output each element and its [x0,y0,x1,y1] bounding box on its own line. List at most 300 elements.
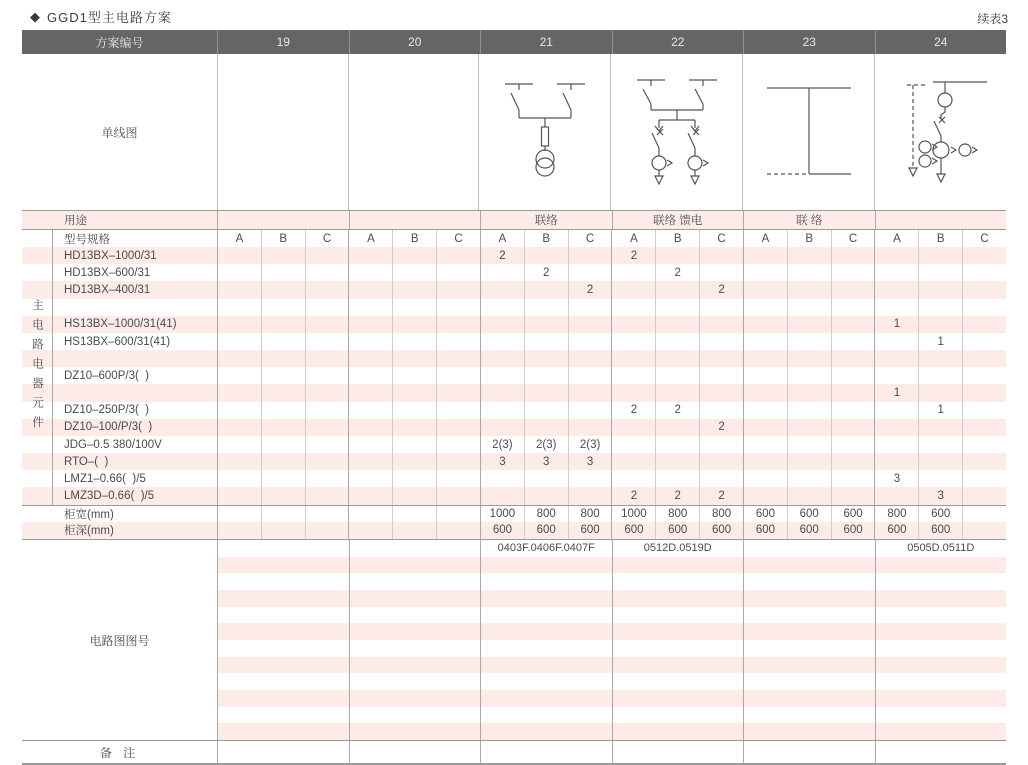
spec-cell-23-C [831,367,875,384]
spec-cell-23-B [787,333,831,350]
figure-stripe [876,690,1007,707]
figure-stripe [876,590,1007,607]
spine-label: 主电路电器元件 [31,299,43,436]
figure-stripe [613,657,744,674]
spec-cell-19-A [217,419,261,436]
spec-cell-19-A [217,522,261,539]
figure-stripe [744,640,875,657]
spec-row-8 [22,367,1006,384]
remark-cell-21 [480,741,612,763]
spec-cell-22-A: 1000 [611,506,655,522]
spec-cell-19-B: B [261,230,305,247]
spec-cell-23-B: B [787,230,831,247]
spec-cell-22-A [611,299,655,316]
spec-cell-24-C [962,487,1006,504]
spec-cell-21-B [524,384,568,401]
spec-cell-23-C [831,316,875,333]
spec-cell-22-A: 2 [611,247,655,264]
spec-cell-19-B [261,247,305,264]
spec-cell-22-B [655,316,699,333]
spec-row-label: 型号规格 [64,233,110,246]
spec-cell-22-A: 600 [611,522,655,539]
spec-cell-20-A [348,247,392,264]
header-col-19: 19 [217,30,349,54]
spec-row-2 [22,264,1006,281]
spec-cell-23-C [831,333,875,350]
spec-cell-19-C [305,522,349,539]
spec-row-label: RTO–( ) [64,455,109,468]
figure-stripe [481,557,612,574]
spec-cell-24-C [962,247,1006,264]
spec-cell-20-A [348,470,392,487]
spec-cell-22-A [611,419,655,436]
spec-cell-23-C [831,384,875,401]
spec-cell-20-B [392,299,436,316]
spec-cell-24-B: 1 [918,333,962,350]
spec-cell-23-B [787,436,831,453]
figure-stripe [744,723,875,740]
spec-row-13 [22,453,1006,470]
spec-cell-19-A [217,436,261,453]
figure-stripe [350,690,481,707]
usage-21: 联络 [480,211,612,229]
spec-cell-23-B [787,487,831,504]
spec-cell-23-C [831,487,875,504]
figure-number-section [22,539,1006,740]
spec-cell-24-A [874,281,918,298]
spec-cell-22-A [611,436,655,453]
spec-cell-19-A [217,453,261,470]
figure-stripe [481,673,612,690]
spec-cell-19-C: C [305,230,349,247]
spec-cell-21-B [524,247,568,264]
spec-cell-20-C [436,333,480,350]
spec-cell-22-A [611,384,655,401]
spec-cell-21-B [524,316,568,333]
spec-cell-24-B: 600 [918,522,962,539]
spec-cell-24-B [918,419,962,436]
spec-cell-22-B [655,470,699,487]
figure-stripe [744,707,875,724]
spec-row-14 [22,470,1006,487]
spec-cell-21-A [480,384,524,401]
spec-cell-23-B [787,281,831,298]
spec-cell-24-A [874,419,918,436]
spec-cell-19-C [305,436,349,453]
spec-cell-22-B [655,436,699,453]
spec-cell-22-A [611,333,655,350]
spec-cell-19-B [261,453,305,470]
spec-cell-24-B [918,436,962,453]
spec-row-17 [22,522,1006,539]
spec-row-0 [22,230,1006,247]
spec-cell-22-C [699,333,743,350]
spec-cell-22-A [611,264,655,281]
spec-cell-20-B [392,506,436,522]
spec-cell-21-A: 2 [480,247,524,264]
spec-row-label: LMZ3D–0.66( )/5 [64,490,155,503]
spec-cell-20-B [392,470,436,487]
spec-cell-22-A [611,470,655,487]
figure-stripe [218,723,349,740]
spec-cell-20-A [348,522,392,539]
spec-cell-23-A [743,350,787,367]
spec-cell-21-B [524,367,568,384]
spec-cell-20-A: A [348,230,392,247]
spec-cell-24-C [962,316,1006,333]
spec-cell-19-C [305,453,349,470]
spec-cell-19-A [217,299,261,316]
spec-cell-22-B: 800 [655,506,699,522]
spec-cell-24-B [918,247,962,264]
figure-stripe [481,573,612,590]
spec-row-label: JDG–0.5 380/100V [64,438,162,451]
spec-cell-19-B [261,299,305,316]
spec-cell-24-A [874,299,918,316]
spec-cell-21-A [480,402,524,419]
spec-cell-21-C: 2(3) [568,436,612,453]
spec-cell-23-A [743,281,787,298]
spec-cell-20-A [348,419,392,436]
spec-cell-21-C: 600 [568,522,612,539]
spec-cell-20-C [436,436,480,453]
spec-cell-19-C [305,281,349,298]
spec-cell-21-A: 600 [480,522,524,539]
spec-cell-22-B [655,281,699,298]
spec-cell-24-B [918,299,962,316]
spec-cell-19-C [305,402,349,419]
figure-stripe [218,607,349,624]
single-line-diagram-24-icon [875,54,1006,210]
spec-cell-24-C [962,350,1006,367]
spec-cell-21-A [480,367,524,384]
figure-stripe [350,573,481,590]
figure-stripe [744,657,875,674]
spec-cell-19-A [217,247,261,264]
spec-cell-22-C [699,316,743,333]
figure-col-24 [875,540,1007,740]
spec-cell-19-A [217,367,261,384]
figure-stripe [613,573,744,590]
spec-cell-20-B [392,316,436,333]
spec-cell-20-B [392,367,436,384]
spec-cell-24-C [962,264,1006,281]
figure-number-24: 0505D.0511D [876,540,1007,557]
spec-cell-24-A: 3 [874,470,918,487]
spec-cell-19-C [305,299,349,316]
spec-cell-21-A [480,350,524,367]
remark-cell-24 [875,741,1007,763]
single-line-diagram-23-icon [743,54,874,210]
spec-cell-21-B [524,299,568,316]
spec-cell-23-B [787,350,831,367]
spec-cell-20-A [348,453,392,470]
figure-stripe [481,640,612,657]
header-col-21: 21 [480,30,612,54]
spec-row-5 [22,316,1006,333]
spec-cell-20-C [436,470,480,487]
scheme-table [22,30,1006,765]
spec-row-1 [22,247,1006,264]
spec-cell-24-B: 3 [918,487,962,504]
main-circuit-components-spine [22,230,53,505]
spec-cell-21-B: 800 [524,506,568,522]
spec-cell-21-B: 3 [524,453,568,470]
spec-cell-22-B [655,350,699,367]
spec-cell-19-C [305,487,349,504]
spec-cell-22-C [699,436,743,453]
figure-stripe [350,723,481,740]
spec-cell-23-A [743,487,787,504]
spec-cell-19-A [217,470,261,487]
figure-stripe [481,707,612,724]
spec-cell-22-C: 2 [699,281,743,298]
figure-stripe [744,673,875,690]
spec-cell-22-C [699,350,743,367]
figure-stripe [218,707,349,724]
spec-cell-21-C [568,316,612,333]
spec-cell-19-B [261,333,305,350]
spec-cell-23-C [831,247,875,264]
spec-cell-22-B: 600 [655,522,699,539]
spec-cell-20-C [436,350,480,367]
figure-stripe [481,590,612,607]
spec-cell-24-C [962,299,1006,316]
spec-cell-23-A [743,436,787,453]
spec-cell-19-A: A [217,230,261,247]
diagram-cell-19 [217,54,348,210]
figure-stripe [613,557,744,574]
spec-row-3 [22,281,1006,298]
figure-stripe [744,690,875,707]
spec-cell-24-A [874,453,918,470]
spec-cell-21-C [568,487,612,504]
spec-cell-22-A [611,453,655,470]
spec-cell-20-A [348,436,392,453]
spec-cell-21-B [524,402,568,419]
spec-cell-19-C [305,367,349,384]
spec-cell-24-B [918,384,962,401]
spec-cell-21-C [568,367,612,384]
spec-row-10 [22,402,1006,419]
spec-cell-22-C: 2 [699,419,743,436]
diamond-icon: ◆ [30,8,41,24]
diagram-cell-22 [610,54,742,210]
spec-cell-19-A [217,350,261,367]
spec-cell-19-C [305,506,349,522]
spec-cell-24-B [918,350,962,367]
spec-row-label: HD13BX–600/31 [64,266,151,279]
spec-cell-24-A [874,367,918,384]
figure-stripe [481,657,612,674]
spec-cell-21-C [568,384,612,401]
spec-cell-21-A: A [480,230,524,247]
spec-cell-19-C [305,350,349,367]
spec-cell-22-B [655,384,699,401]
spec-row-7 [22,350,1006,367]
figure-stripe [350,707,481,724]
spec-cell-19-C [305,419,349,436]
spec-row-label: LMZ1–0.66( )/5 [64,472,146,485]
spec-cell-20-C: C [436,230,480,247]
spec-cell-21-A [480,470,524,487]
spec-cell-24-C [962,470,1006,487]
spec-row-15 [22,487,1006,504]
spec-cell-24-C [962,453,1006,470]
spec-cell-20-C [436,384,480,401]
figure-number-19 [218,540,349,557]
table-header-row [22,30,1006,54]
figure-stripe [481,690,612,707]
spec-cell-22-B: 2 [655,264,699,281]
spec-cell-23-A: 600 [743,522,787,539]
spec-cell-20-B: B [392,230,436,247]
spec-cell-22-B [655,299,699,316]
page-title [30,7,172,26]
spec-section [22,230,1006,539]
spec-cell-20-A [348,316,392,333]
spec-cell-23-C [831,264,875,281]
spec-cell-23-B [787,367,831,384]
figure-stripe [876,623,1007,640]
spec-cell-20-B [392,247,436,264]
spec-cell-23-A: 600 [743,506,787,522]
spec-row-label: 柜深(mm) [64,525,114,538]
figure-col-21 [480,540,612,740]
figure-stripe [218,673,349,690]
spec-cell-20-A [348,402,392,419]
spec-cell-21-C [568,264,612,281]
spec-cell-22-C [699,470,743,487]
spec-cell-23-B [787,264,831,281]
usage-23: 联 络 [743,211,875,229]
spec-cell-24-A [874,264,918,281]
spec-row-label: HS13BX–600/31(41) [64,335,171,348]
spec-cell-24-B: 600 [918,506,962,522]
spec-cell-22-A [611,350,655,367]
spec-cell-23-A [743,299,787,316]
figure-stripe [876,573,1007,590]
spec-cell-20-B [392,384,436,401]
spec-cell-23-B [787,247,831,264]
spec-cell-23-C: C [831,230,875,247]
spec-cell-22-B: 2 [655,402,699,419]
spec-row-6 [22,333,1006,350]
spec-cell-20-B [392,281,436,298]
spec-cell-22-B [655,333,699,350]
spec-cell-23-A [743,367,787,384]
spec-cell-19-B [261,384,305,401]
figure-number-22: 0512D.0519D [613,540,744,557]
spec-cell-21-B: 2 [524,264,568,281]
figure-stripe [350,623,481,640]
spec-cell-22-B [655,453,699,470]
spec-cell-21-C: 2 [568,281,612,298]
spec-cell-19-A [217,281,261,298]
spec-cell-21-B [524,470,568,487]
figure-number-21: 0403F.0406F.0407F [481,540,612,557]
figure-stripe [218,657,349,674]
figure-stripe [876,657,1007,674]
spec-cell-23-A [743,453,787,470]
figure-stripe [613,623,744,640]
spec-cell-22-C: C [699,230,743,247]
spec-row-12 [22,436,1006,453]
spec-cell-22-C: 800 [699,506,743,522]
spec-cell-22-C [699,247,743,264]
figure-col-22 [612,540,744,740]
spec-cell-19-B [261,402,305,419]
spec-cell-21-C: 800 [568,506,612,522]
spec-cell-23-A [743,333,787,350]
spec-cell-21-B [524,281,568,298]
spec-cell-20-C [436,281,480,298]
spec-cell-20-B [392,522,436,539]
header-col-22: 22 [612,30,744,54]
remark-row [22,740,1006,765]
spec-cell-21-A: 1000 [480,506,524,522]
spec-cell-23-B [787,384,831,401]
spec-cell-22-A: 2 [611,487,655,504]
spec-cell-19-B [261,316,305,333]
spec-cell-23-B [787,453,831,470]
spec-cell-24-B [918,316,962,333]
spec-cell-20-B [392,419,436,436]
spec-cell-19-A [217,316,261,333]
spec-cell-23-C [831,453,875,470]
spec-cell-24-A [874,402,918,419]
remark-cell-19 [217,741,349,763]
spec-cell-23-B [787,470,831,487]
spec-cell-24-A: A [874,230,918,247]
figure-stripe [218,557,349,574]
figure-stripe [218,640,349,657]
spec-cell-23-C [831,436,875,453]
spec-cell-24-A: 800 [874,506,918,522]
spec-cell-24-C [962,333,1006,350]
spec-cell-23-A: A [743,230,787,247]
spec-cell-24-B: 1 [918,402,962,419]
spec-cell-19-C [305,247,349,264]
spec-cell-21-A [480,487,524,504]
spec-cell-24-A [874,436,918,453]
spec-cell-21-A [480,316,524,333]
spec-cell-19-C [305,316,349,333]
spec-cell-24-B: B [918,230,962,247]
spec-cell-20-B [392,453,436,470]
spec-cell-19-A [217,264,261,281]
spec-cell-22-C: 2 [699,487,743,504]
spec-cell-23-B [787,299,831,316]
spec-cell-21-A [480,281,524,298]
spec-cell-22-A: 2 [611,402,655,419]
figure-number-23 [744,540,875,557]
spec-cell-20-A [348,333,392,350]
figure-stripe [613,723,744,740]
spec-cell-22-B [655,247,699,264]
spec-cell-22-C [699,299,743,316]
spec-cell-22-B: 2 [655,487,699,504]
spec-cell-19-B [261,487,305,504]
figure-stripe [744,573,875,590]
spec-cell-20-C [436,453,480,470]
figure-stripe [876,707,1007,724]
usage-label: 用途 [64,215,87,227]
spec-cell-19-C [305,264,349,281]
spec-cell-21-C [568,419,612,436]
figure-number-label: 电路图图号 [22,540,217,740]
spec-cell-21-C [568,333,612,350]
